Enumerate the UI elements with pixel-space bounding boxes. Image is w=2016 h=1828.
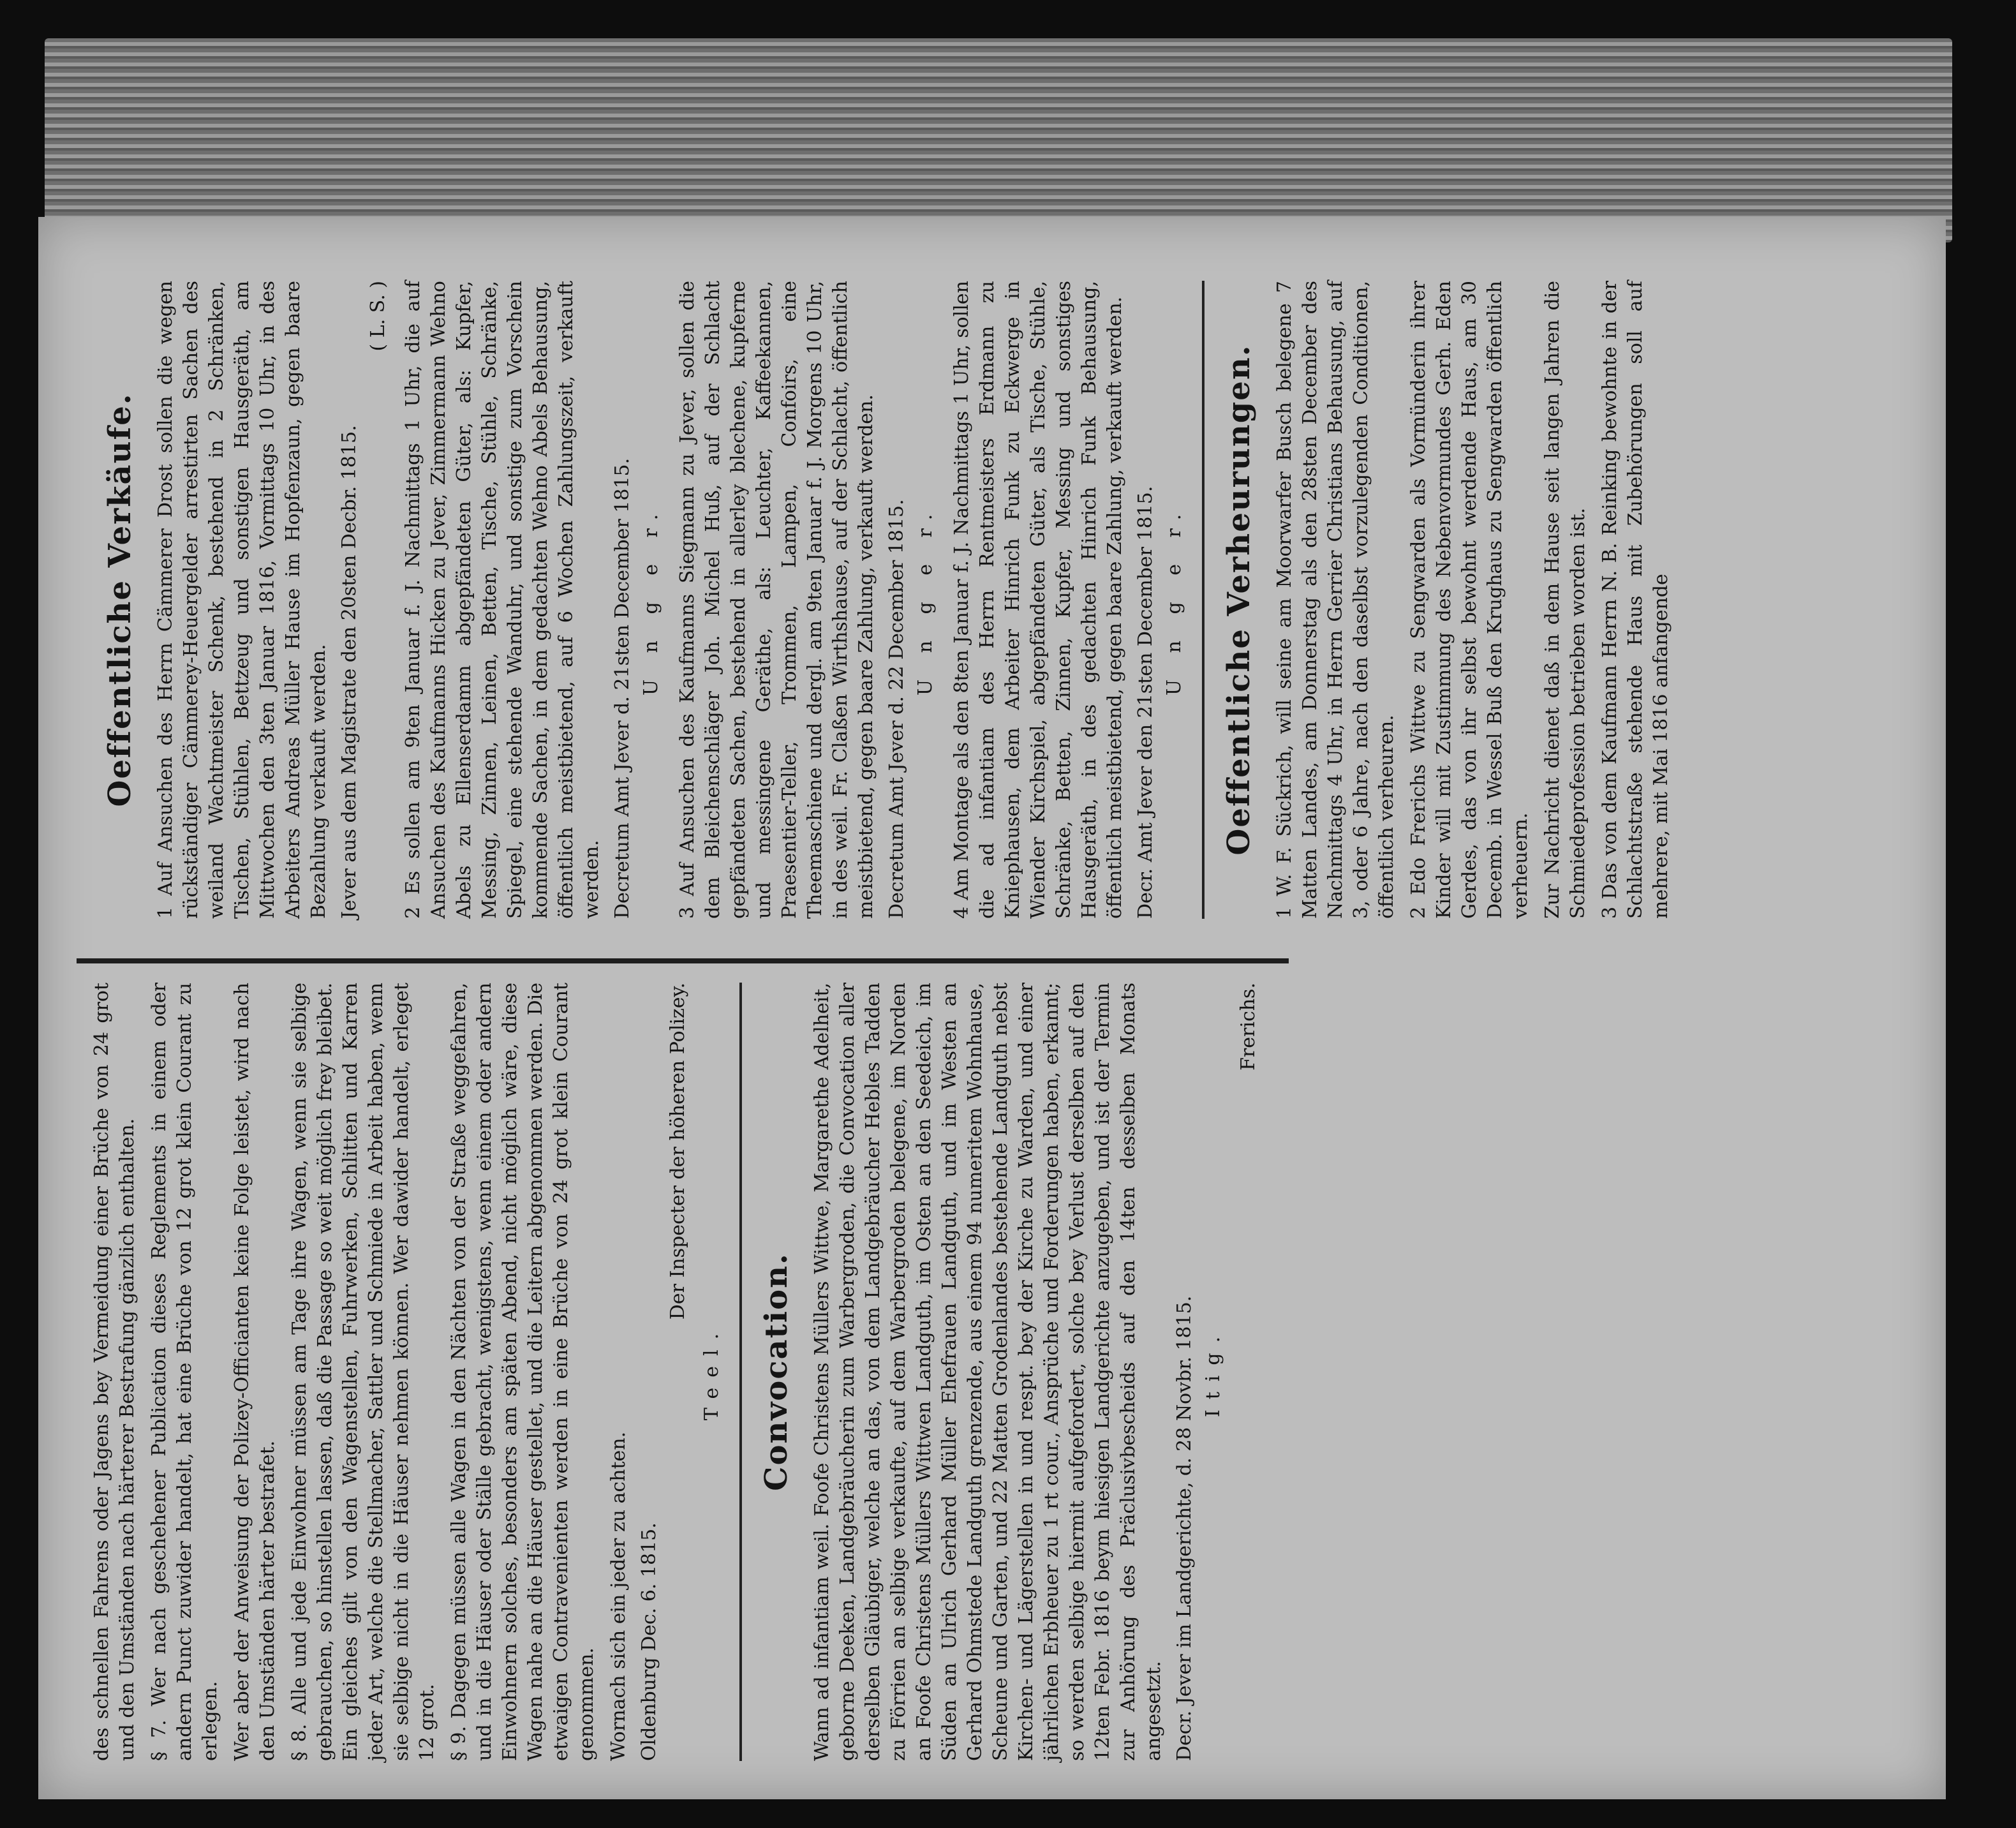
convocation-signature-2: Frerichs.: [1237, 983, 1259, 1071]
lease-2-note: Zur Nachricht dienet daß in dem Hause seit langen Jahren die Schmiedeprofession betrieben worden ist.: [1541, 281, 1589, 919]
police-paragraph-1: des schnellen Fahrens oder Jagens bey Vermeidung einer Brüche von 24 grot und den Umständen nach härterer Bestrafung gänzlich enthalten.: [91, 983, 138, 1761]
sale-4-signature: U n g e r.: [1163, 503, 1185, 696]
sale-3-date: Decretum Amt Jever d. 22 December 1815.: [886, 499, 908, 919]
sale-1-seal: ( L. S. ): [367, 281, 389, 352]
police-closing: Wornach sich ein jeder zu achten.: [607, 1431, 630, 1761]
lease-2: 2 Edo Frerichs Wittwe zu Sengwarden als Vormünderin ihrer Kinder will mit Zustimmung des Nebenvormundes Gerh. Eden Gerdes, das von ihr selbst bewohnt werdende Haus, am 30 Decemb. in Wessel Buß den Krughaus zu Sengwarden öffentlich verheuern.: [1407, 281, 1532, 919]
column-rule: [77, 958, 1289, 963]
sale-2: 2 Es sollen am 9ten Januar f. J. Nachmittags 1 Uhr, die auf Ansuchen des Kaufmanns Hicken zu Jever, Zimmermann Wehno Abels zu Ellenserdamm abgepfändeten Güter, als: Kupfer, Messing, Zinnen, Leinen, Betten, Tische, Stühle, Schränke, Spiegel, eine stehende Wanduhr, und sonstige zum Vorschein kommende Sachen, in dem gedachten Wehno Abels Behausung, öffentlich meistbietend, auf 6 Wochen Zahlungszeit, verkauft werden.: [402, 281, 603, 919]
convocation-date: Decr. Jever im Landgerichte, d. 28 Novbr. 1815.: [1173, 1295, 1196, 1761]
sale-4-date: Decr. Amt Jever den 21sten December 1815.: [1134, 486, 1157, 919]
police-signature-name: Teel.: [700, 1323, 723, 1421]
left-column: [89, 983, 1271, 1761]
police-paragraph-7b: Wer aber der Anweisung der Polizey-Officianten keine Folge leistet, wird nach den Umständen härter bestrafet.: [231, 983, 279, 1761]
lease-1: 1 W. F. Sückrich, will seine am Moorwarfer Busch belegene 7 Matten Landes, am Donnerstag als den 28sten December des Nachmittags 4 Uhr, in Herrn Gerrier Christians Behausung, auf 3, oder 6 Jahre, nach den daselbst vorzulegenden Conditionen, öffentlich verheuren.: [1273, 281, 1398, 919]
sale-2-date: Decretum Amt Jever d. 21sten December 1815.: [611, 457, 634, 919]
book-page-edges: [45, 38, 1952, 242]
right-column: [89, 281, 1680, 919]
sale-2-signature: U n g e r.: [640, 503, 662, 696]
section-divider-2: [1202, 281, 1204, 919]
convocation-signature-1: Itig.: [1202, 1326, 1224, 1418]
convocation-title: Convocation.: [759, 1252, 794, 1491]
sale-1-date: Jever aus dem Magistrate den 20sten Decbr. 1815.: [338, 425, 360, 919]
leases-title: Oeffentliche Verheurungen.: [1221, 344, 1257, 856]
section-divider: [739, 983, 742, 1761]
newspaper-page: [38, 217, 1946, 1799]
sale-3: 3 Auf Ansuchen des Kaufmanns Siegmann zu Jever, sollen die dem Bleichenschläger Joh. Michel Huß, auf der Schlacht gepfändeten Sachen, bestehend in allerley blechene, kupferne und messingene Geräthe, als: Leuchter, Kaffeekannen, Praesentier-Teller, Trommen, Lampen, Confoirs, eine Theemaschiene und dergl. am 9ten Januar f. J. Morgens 10 Uhr, in des weil. Fr. Claßen Wirthshause, auf der Schlacht, öffentlich meistbietend, gegen baare Zahlung, verkauft werden.: [676, 281, 877, 919]
sale-1: 1 Auf Ansuchen des Herrn Cämmerer Drost sollen die wegen rückständiger Cämmerey-Heuergelder arrestirten Sachen des weiland Wachtmeister Schenk, bestehend in 2 Schränken, Tischen, Stühlen, Bettzeug und sonstigen Hausgeräth, am Mittwochen den 3ten Januar 1816, Vormittags 10 Uhr, in des Arbeiters Andreas Müller Hause im Hopfenzaun, gegen baare Bezahlung verkauft werden.: [154, 281, 330, 919]
police-date: Oldenburg Dec. 6. 1815.: [638, 1522, 660, 1761]
police-paragraph-7: § 7. Wer nach geschehener Publication dieses Reglements in einem oder andern Punct zuwider handelt, hat eine Brüche von 12 grot klein Courant zu erlegen.: [148, 983, 221, 1761]
sales-title: Oeffentliche Verkäufe.: [102, 392, 138, 807]
convocation-body: Wann ad infantiam weil. Foofe Christens Müllers Wittwe, Margarethe Adelheit, geborne Deeken, Landgebräucherin zum Warbergroden, die Convocation aller derselben Gläubiger, welche an das, von dem Landgebräucher Hebles Tadden zu Förrien an selbige verkaufte, auf dem Warbergroden belegene, im Norden an Foofe Christens Müllers Wittwen Landguth, im Osten an den Seedeich, im Süden an Ulrich Gerhard Müller Ehefrauen Landguth, und im Westen an Gerhard Ohmstede Landguth grenzende, aus einem 94 numeritem Wohnhause, Scheune und Garten, und 22 Matten Grodenlandes bestehende Landguth nebst Kirchen- und Lägerstellen in und respt. bey der Kirche zu Warden, und einer jährlichen Erbheuer zu 1 rt cour., Ansprüche und Forderungen haben, erkannt; so werden selbige hiermit aufgefordert, solche bey Verlust derselben auf den 12ten Febr. 1816 beym hiesigen Landgerichte anzugeben, und ist der Termin zur Anhörung des Präclusivbescheids auf den 14ten desselben Monats angesetzt.: [811, 983, 1165, 1761]
sale-3-signature: U n g e r.: [914, 503, 937, 696]
police-signature: Der Inspecter der höheren Polizey.: [667, 983, 689, 1320]
sale-4: 4 Am Montage als den 8ten Januar f. J. Nachmittags 1 Uhr, sollen die ad infantiam des Herrn Rentmeisters Erdmann zu Kniephausen, dem Arbeiter Hinrich Funk zu Eckwerge in Wiender Kirchspiel, abgepfändeten Güter, als Tische, Stühle, Schränke, Betten, Zinnen, Kupfer, Messing und sonstiges Hausgeräth, in des gedachten Hinrich Funk Behausung, öffentlich meistbietend, gegen baare Zahlung, verkauft werden.: [951, 281, 1126, 919]
police-paragraph-8: § 8. Alle und jede Einwohner müssen am Tage ihre Wagen, wenn sie selbige gebrauchen, so hinstellen lassen, daß die Passage so weit möglich frey bleibet. Ein gleiches gilt von den Wagenstellen, Fuhrwerken, Schlitten und Karren jeder Art, welche die Stellmacher, Sattler und Schmiede in Arbeit haben, wenn sie selbige nicht in die Häuser nehmen können. Wer dawider handelt, erleget 12 grot.: [288, 983, 438, 1761]
lease-3: 3 Das von dem Kaufmann Herrn N. B. Reinking bewohnte in der Schlachtstraße stehende Haus mit Zubehörungen soll auf mehrere, mit Mai 1816 anfangende: [1599, 281, 1672, 919]
rotated-page-content: [38, 217, 1946, 1799]
police-paragraph-9: § 9. Dagegen müssen alle Wagen in den Nächten von der Straße weggefahren, und in die Häuser oder Ställe gebracht, wenigstens, wenn einem oder andern Einwohnern solches, besonders am späten Abend, nicht möglich wäre, diese Wagen nahe an die Häuser gestellet, und die Leitern abgenommen werden. Die etwaigen Contravenienten werden in eine Brüche von 24 grot klein Courant genommen.: [448, 983, 598, 1761]
